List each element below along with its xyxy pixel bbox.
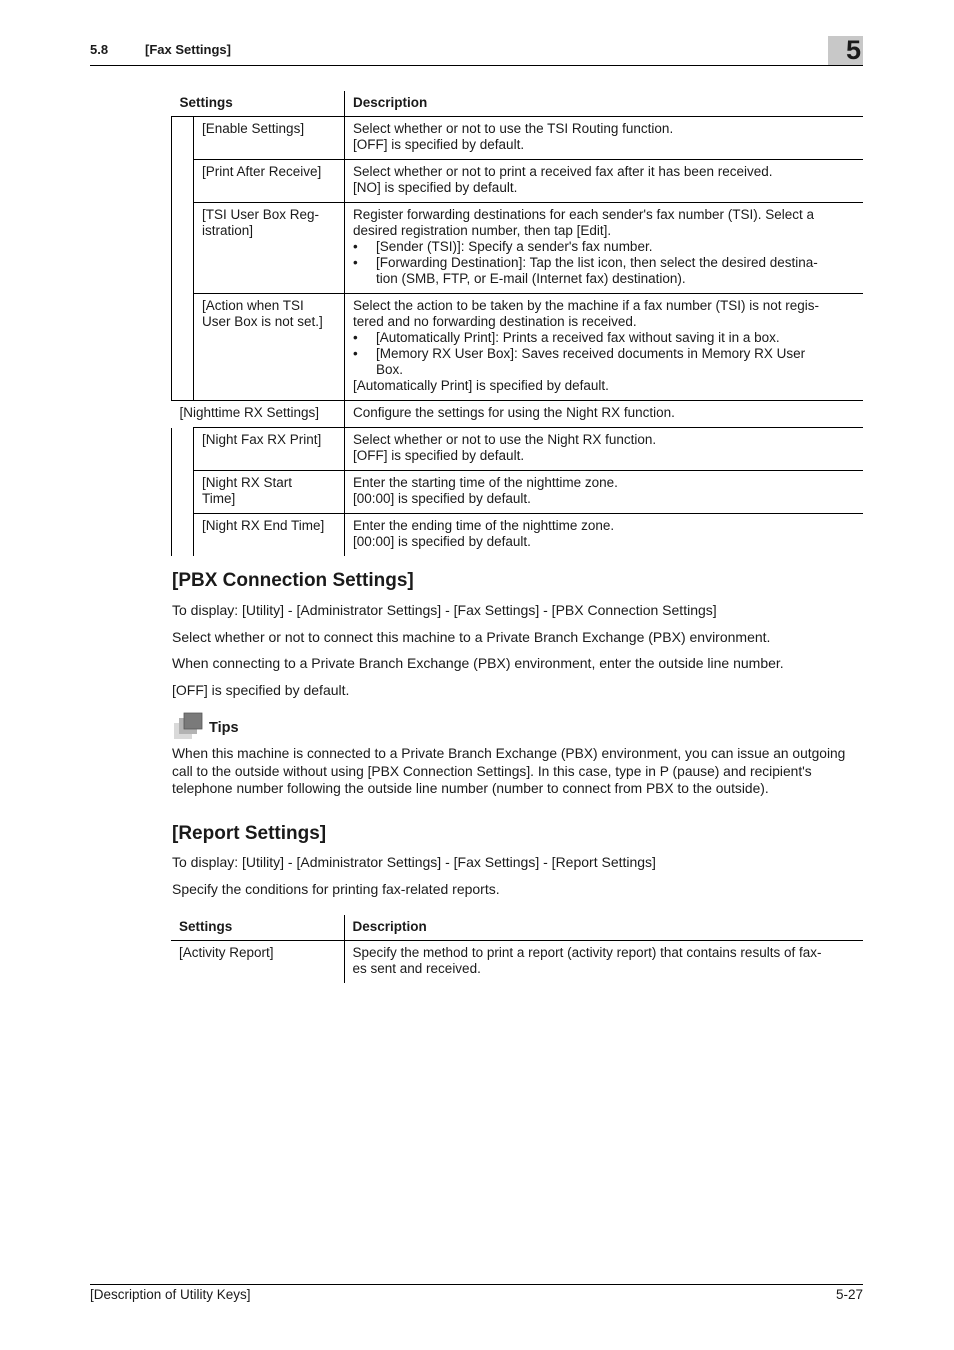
- pbx-heading: [PBX Connection Settings]: [172, 570, 414, 591]
- section-title: [Fax Settings]: [145, 42, 231, 57]
- tips-text: When this machine is connected to a Private Branch Exchange (PBX) environment, you can issue an outgoing call to the outside without using [PBX Connection Settings]. In this case, type in P (pause) and recipient's telephone number following the outside line number (number to connect from PBX to the outside).: [172, 746, 846, 796]
- pbx-default: [OFF] is specified by default.: [172, 682, 350, 698]
- setting-name: [Night RX End Time]: [194, 514, 345, 557]
- col-header-description: Description: [345, 91, 864, 117]
- fax-settings-table: [171, 91, 863, 556]
- setting-name: [TSI User Box Reg- istration]: [194, 203, 345, 294]
- setting-description: Register forwarding destinations for each sender's fax number (TSI). Select a desired registration number, then tap [Edit]. • [Sender (TSI)]: Specify a sender's fax number. • [Forwarding Destination]: Tap the list icon, then select the desired destina- tion (SMB, FTP, or E-mail (Internet fax) destination).: [345, 203, 864, 294]
- setting-name: [Activity Report]: [179, 945, 274, 960]
- report-paragraph: Specify the conditions for printing fax-related reports.: [172, 881, 500, 897]
- setting-description: Select whether or not to print a received fax after it has been received. [NO] is specified by default.: [345, 160, 864, 203]
- table-row: [171, 941, 863, 984]
- pbx-paragraph: When connecting to a Private Branch Exchange (PBX) environment, enter the outside line number.: [172, 655, 784, 671]
- header-rule: [90, 65, 863, 66]
- setting-name: [Print After Receive]: [194, 160, 345, 203]
- section-number: 5.8: [90, 42, 109, 57]
- table-row: [172, 203, 864, 294]
- table-row: [172, 117, 864, 160]
- table-row: [172, 428, 864, 471]
- report-heading: [Report Settings]: [172, 823, 327, 844]
- list-item: • [Memory RX User Box]: Saves received documents in Memory RX User Box.: [353, 346, 855, 378]
- table-header-row: [172, 91, 864, 117]
- report-settings-table: [171, 915, 863, 983]
- col-header-settings: Settings: [172, 91, 345, 117]
- table-row: [172, 471, 864, 514]
- table-row: [172, 294, 864, 401]
- tips-icon: [173, 712, 206, 740]
- chapter-number: 5: [845, 35, 861, 65]
- setting-description: Select whether or not to use the Night RX function. [OFF] is specified by default.: [345, 428, 864, 471]
- setting-description: Select whether or not to use the TSI Routing function. [OFF] is specified by default.: [345, 117, 864, 160]
- setting-description: Enter the starting time of the nighttime zone. [00:00] is specified by default.: [345, 471, 864, 514]
- list-item: • [Automatically Print]: Prints a received fax without saving it in a box.: [353, 330, 855, 346]
- table-row: [172, 160, 864, 203]
- setting-description: Select the action to be taken by the machine if a fax number (TSI) is not regis- tered and no forwarding destination is received. • [Automatically Print]: Prints a received fax without saving it in a box. • [Memory RX User Box]: Saves received documents in Memory RX User Box. [Automatically Print] is specified by default.: [345, 294, 864, 401]
- list-item: • [Forwarding Destination]: Tap the list icon, then select the desired destina- tion (SMB, FTP, or E-mail (Internet fax) destination).: [353, 255, 855, 287]
- footer-rule: [90, 1284, 863, 1285]
- list-item: • [Sender (TSI)]: Specify a sender's fax number.: [353, 239, 855, 255]
- setting-description: Enter the ending time of the nighttime zone. [00:00] is specified by default.: [345, 514, 864, 557]
- table-row: [172, 514, 864, 557]
- pbx-paragraph: Select whether or not to connect this machine to a Private Branch Exchange (PBX) environment.: [172, 629, 771, 645]
- setting-name: [Night RX Start Time]: [194, 471, 345, 514]
- setting-name: [Action when TSI User Box is not set.]: [194, 294, 345, 401]
- pbx-display-path: To display: [Utility] - [Administrator Settings] - [Fax Settings] - [PBX Connection Settings]: [172, 602, 717, 618]
- setting-description: Specify the method to print a report (activity report) that contains results of fax- es sent and received.: [344, 941, 863, 984]
- setting-name: [Enable Settings]: [202, 121, 305, 136]
- footer-title: [Description of Utility Keys]: [90, 1287, 251, 1302]
- table-header-row: [171, 915, 863, 941]
- setting-name: [Nighttime RX Settings]: [172, 401, 345, 428]
- col-header-settings: Settings: [171, 915, 344, 941]
- tips-label: Tips: [209, 720, 239, 736]
- setting-name: [Night Fax RX Print]: [194, 428, 345, 471]
- col-header-description: Description: [344, 915, 863, 941]
- report-display-path: To display: [Utility] - [Administrator Settings] - [Fax Settings] - [Report Settings]: [172, 854, 656, 870]
- setting-description: Configure the settings for using the Night RX function.: [345, 401, 864, 428]
- page-number: 5-27: [835, 1287, 863, 1302]
- table-row: [172, 401, 864, 428]
